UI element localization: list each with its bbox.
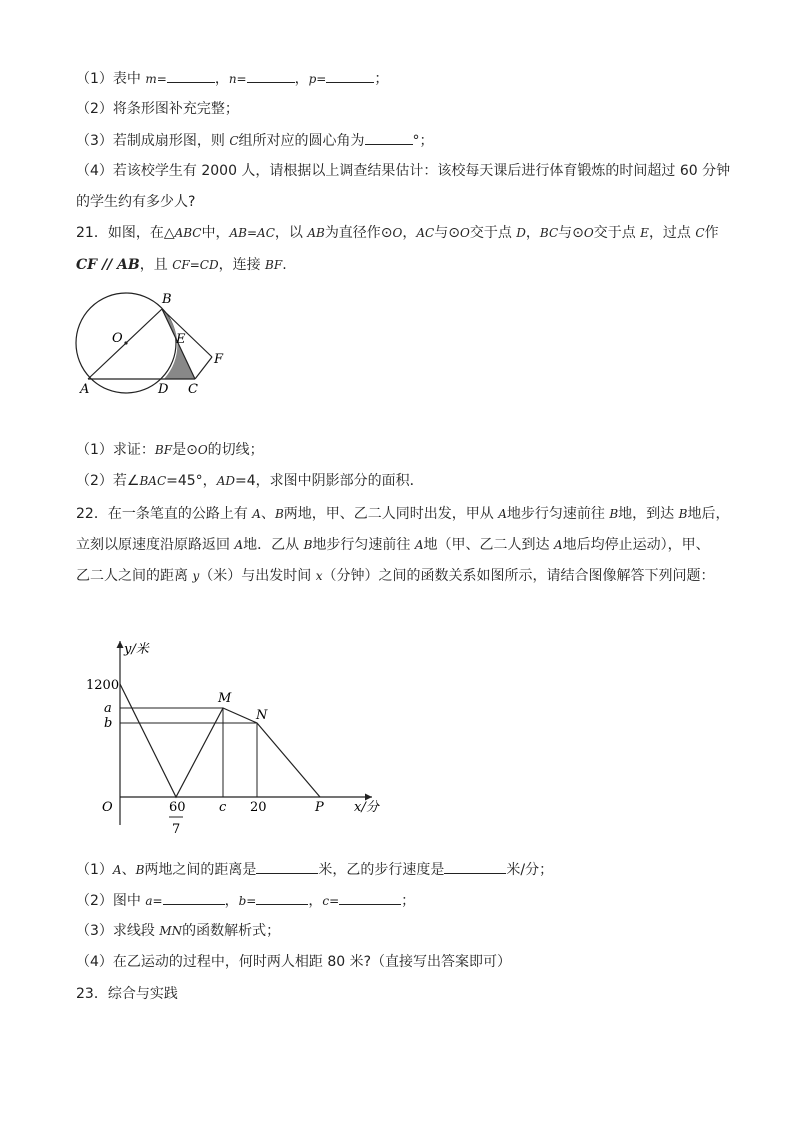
q22-part3: （3）求线段 MN的函数解析式；: [76, 923, 281, 939]
answer-blank[interactable]: [256, 890, 308, 905]
tick-b: b: [104, 716, 113, 731]
tick-60: 60: [169, 800, 186, 815]
x-axis-label: x/分: [354, 800, 379, 815]
center-point: [124, 341, 127, 344]
tick-p: P: [315, 800, 324, 815]
answer-blank[interactable]: [339, 890, 401, 905]
q22-part1: （1）A、B两地之间的距离是 米，乙的步行速度是 米/分；: [76, 859, 553, 880]
point-n: N: [256, 708, 268, 723]
answer-blank[interactable]: [444, 859, 506, 874]
q22-function-graph: [80, 635, 390, 840]
q21-geometry-figure: [66, 285, 236, 400]
q20-part1: （1）表中 m= ，n= ，p= ；: [76, 68, 388, 89]
label-a: A: [80, 382, 90, 397]
q22-stem-line3: 乙二人之间的距离 y（米）与出发时间 x（分钟）之间的函数关系如图所示，请结合图像解答下列问题：: [76, 568, 715, 584]
answer-blank[interactable]: [365, 130, 413, 145]
answer-blank[interactable]: [247, 68, 295, 83]
segment-cf: [195, 357, 212, 379]
tick-1200: 1200: [86, 678, 120, 693]
q20-part4-line1: （4）若该校学生有 2000 人，请根据以上调查结果估计：该校每天课后进行体育锻炼的时间超过 60 分钟: [76, 163, 731, 179]
q22-stem-line2: 立刻以原速度沿原路返回 A地．乙从 B地步行匀速前往 A地（甲、乙二人到达 A地后均停止运动），甲、: [76, 537, 710, 553]
point-m: M: [218, 691, 232, 706]
q21-stem-line1: 21．如图，在△ABC中，AB=AC，以 AB为直径作⊙O，AC与⊙O交于点 D，BC与⊙O交于点 E，过点 C作: [76, 225, 719, 241]
segment-bf: [162, 309, 212, 357]
answer-blank[interactable]: [167, 68, 215, 83]
y-axis-label: y/米: [124, 642, 149, 657]
q21-part2: （2）若∠BAC=45°，AD=4，求图中阴影部分的面积．: [76, 473, 424, 489]
label-d: D: [158, 382, 169, 397]
label-f: F: [214, 352, 224, 367]
q20-part3: （3）若制成扇形图，则 C组所对应的圆心角为 °；: [76, 130, 434, 151]
answer-blank[interactable]: [326, 68, 374, 83]
q20-part2: （2）将条形图补充完整；: [76, 101, 239, 117]
q21-stem-line2: CF // AB，且 CF=CD，连接 BF.: [76, 257, 287, 273]
tick-a: a: [104, 701, 112, 716]
q22-part4: （4）在乙运动的过程中，何时两人相距 80 米?（直接写出答案即可）: [76, 954, 512, 970]
origin-label: O: [102, 800, 113, 815]
tick-c: c: [219, 800, 227, 815]
label-o: O: [112, 331, 123, 346]
q20-part4-line2: 的学生约有多少人?: [76, 194, 196, 210]
tick-20: 20: [250, 800, 267, 815]
tick-7: 7: [172, 822, 181, 837]
answer-blank[interactable]: [163, 890, 225, 905]
q23-title: 23．综合与实践: [76, 986, 178, 1002]
q21-part1: （1）求证：BF是⊙O的切线；: [76, 442, 264, 458]
answer-blank[interactable]: [256, 859, 318, 874]
q22-stem-line1: 22．在一条笔直的公路上有 A、B两地，甲、乙二人同时出发，甲从 A地步行匀速前往 B地，到达 B地后，: [76, 506, 730, 522]
label-e: E: [176, 332, 186, 347]
q22-part2: （2）图中 a= ，b= ，c= ；: [76, 890, 415, 911]
label-b: B: [162, 292, 172, 307]
label-c: C: [188, 382, 198, 397]
